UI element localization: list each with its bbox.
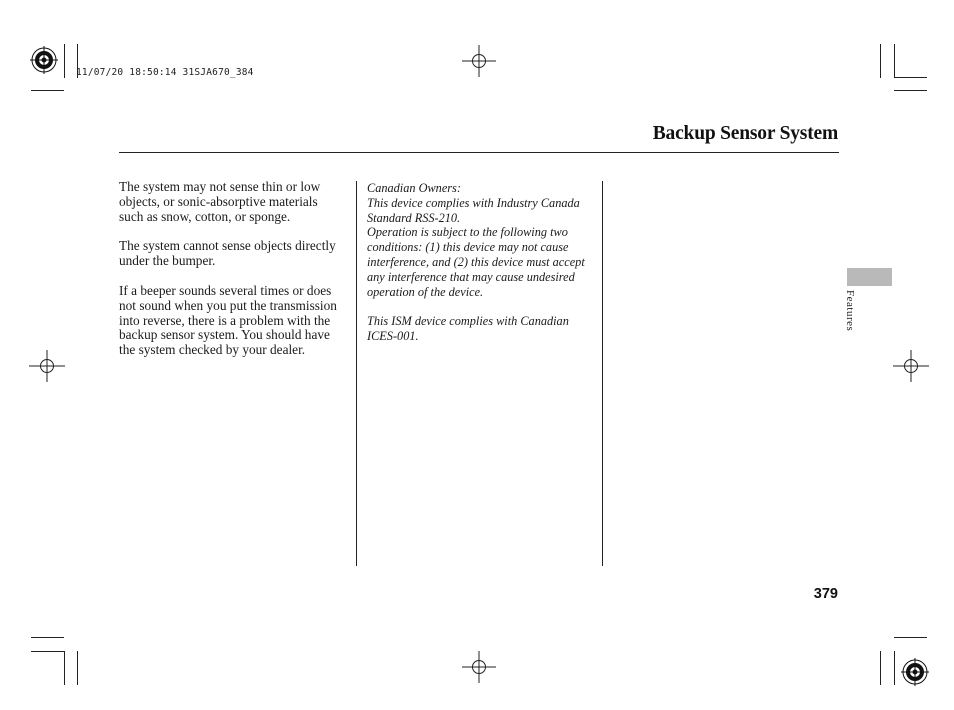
crosshair-mark-icon <box>893 350 929 382</box>
body-paragraph: If a beeper sounds several times or does not sound when you put the transmission into reverse, there is a problem with the backup sensor system. You should have the system checked by your dealer. <box>119 282 337 358</box>
registration-target-icon <box>899 656 931 688</box>
notice-paragraph: This ISM device complies with Canadian ICES-001. <box>367 313 569 343</box>
crosshair-mark-icon <box>462 45 496 77</box>
crop-mark <box>64 44 65 78</box>
notice-paragraph: Canadian Owners: This device complies with Industry Canada Standard RSS-210. Operation is subject to the following two conditions: (1) this device may not cause interference, and (2) this device must accept any interference that may cause undesired operation of the device. <box>367 181 585 299</box>
left-column <box>119 180 345 373</box>
crop-mark <box>880 651 881 685</box>
crop-mark <box>77 651 78 685</box>
crop-mark <box>894 651 895 685</box>
crop-mark <box>880 44 881 78</box>
print-stamp: 11/07/20 18:50:14 31SJA670_384 <box>76 67 254 78</box>
crop-mark <box>894 90 927 91</box>
page-title: Backup Sensor System <box>652 123 838 144</box>
section-label: Features <box>844 290 856 332</box>
page-number: 379 <box>813 586 838 602</box>
crosshair-mark-icon <box>462 651 496 683</box>
crop-mark <box>31 90 64 91</box>
crop-mark <box>31 651 64 652</box>
crop-mark <box>31 637 64 638</box>
registration-target-icon <box>28 44 60 76</box>
crosshair-mark-icon <box>29 350 65 382</box>
crop-mark <box>894 637 927 638</box>
section-tab <box>847 268 892 286</box>
body-paragraph: The system cannot sense objects directly under the bumper. <box>119 238 336 269</box>
canadian-notice <box>367 181 597 358</box>
column-divider <box>602 181 603 566</box>
column-divider <box>356 181 357 566</box>
crop-mark <box>64 651 65 685</box>
crop-mark <box>894 44 895 78</box>
body-paragraph: The system may not sense thin or low objects, or sonic-absorptive materials such as snow, cotton, or sponge. <box>119 179 321 224</box>
crop-mark <box>894 77 927 78</box>
title-rule <box>119 152 839 153</box>
